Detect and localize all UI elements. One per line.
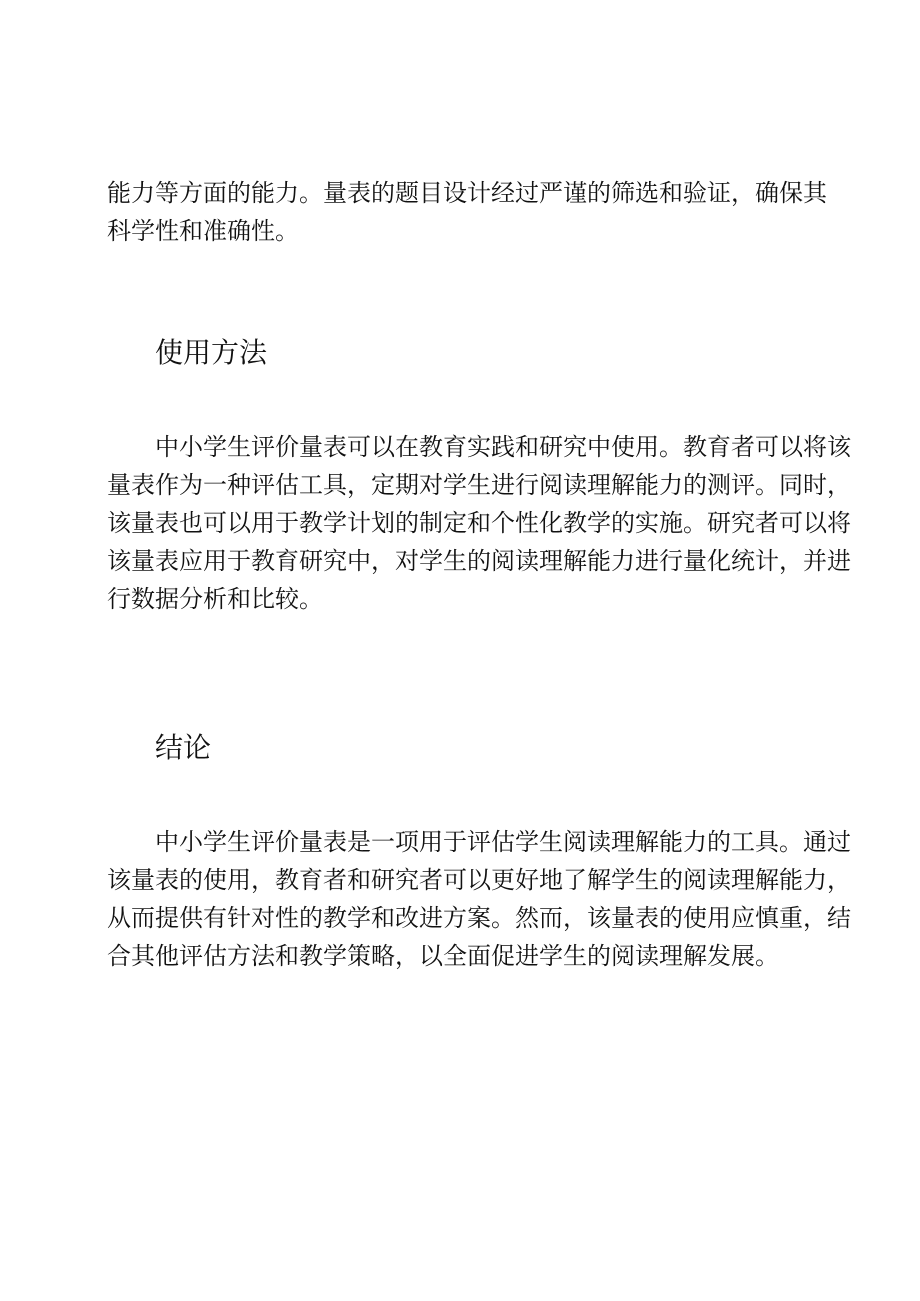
paragraph-line: 该量表也可以用于教学计划的制定和个性化教学的实施。研究者可以将 <box>107 509 851 537</box>
usage-paragraph <box>107 428 851 618</box>
paragraph-line: 中小学生评价量表是一项用于评估学生阅读理解能力的工具。通过 <box>155 828 851 856</box>
paragraph-line: 从而提供有针对性的教学和改进方案。然而，该量表的使用应慎重，结 <box>107 904 851 932</box>
paragraph-line: 该量表的使用，教育者和研究者可以更好地了解学生的阅读理解能力， <box>107 866 851 894</box>
paragraph-line: 中小学生评价量表可以在教育实践和研究中使用。教育者可以将该 <box>155 433 851 461</box>
usage-heading: 使用方法 <box>155 336 268 369</box>
paragraph-line: 量表作为一种评估工具，定期对学生进行阅读理解能力的测评。同时， <box>107 471 851 499</box>
paragraph-line: 合其他评估方法和教学策略，以全面促进学生的阅读理解发展。 <box>107 942 779 970</box>
paragraph-line: 科学性和准确性。 <box>107 217 299 245</box>
conclusion-paragraph <box>107 823 851 975</box>
paragraph-line: 能力等方面的能力。量表的题目设计经过严谨的筛选和验证，确保其 <box>107 179 827 207</box>
conclusion-heading: 结论 <box>155 731 212 764</box>
paragraph-line: 行数据分析和比较。 <box>107 585 323 613</box>
intro-paragraph <box>107 174 842 250</box>
paragraph-line: 该量表应用于教育研究中，对学生的阅读理解能力进行量化统计，并进 <box>107 547 851 575</box>
